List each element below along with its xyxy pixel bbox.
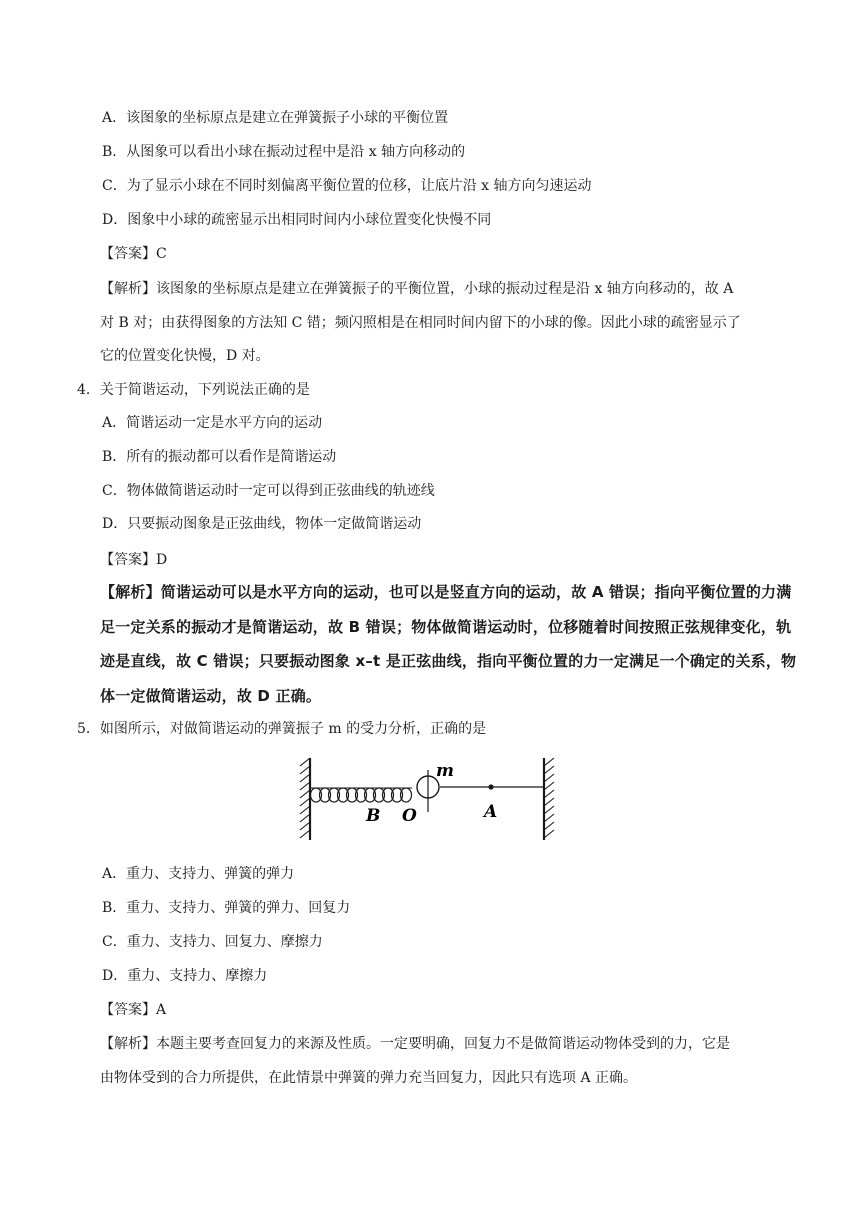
spring-oscillator-diagram xyxy=(296,754,560,846)
q5-analysis-line-1: 【解析】本题主要考查回复力的来源及性质。一定要明确，回复力不是做简谐运动物体受到的力，它是 xyxy=(100,1036,730,1052)
q4-option-c: C．物体做简谐运动时一定可以得到正弦曲线的轨迹线 xyxy=(102,483,435,499)
label-a: A xyxy=(484,802,498,822)
q5-analysis-line-2: 由物体受到的合力所提供，在此情景中弹簧的弹力充当回复力，因此只有选项 A 正确。 xyxy=(100,1070,638,1086)
label-o: O xyxy=(402,806,417,826)
q4-option-a: A．简谐运动一定是水平方向的运动 xyxy=(102,415,323,431)
q5-option-c: C．重力、支持力、回复力、摩擦力 xyxy=(102,934,323,950)
q5-option-b: B．重力、支持力、弹簧的弹力、回复力 xyxy=(102,900,351,916)
q5-option-d: D．重力、支持力、摩擦力 xyxy=(102,968,268,984)
q4-analysis-line-1: 【解析】简谐运动可以是水平方向的运动，也可以是竖直方向的运动，故 A 错误；指向平衡位置的力满 xyxy=(100,583,792,601)
q3-option-d: D．图象中小球的疏密显示出相同时间内小球位置变化快慢不同 xyxy=(102,212,492,228)
q5-option-a: A．重力、支持力、弹簧的弹力 xyxy=(102,866,295,882)
q3-analysis-line-3: 它的位置变化快慢，D 对。 xyxy=(100,348,270,364)
q3-option-a: A．该图象的坐标原点是建立在弹簧振子小球的平衡位置 xyxy=(102,110,449,126)
label-m: m xyxy=(436,761,454,781)
q5-stem: 5．如图所示，对做简谐运动的弹簧振子 m 的受力分析，正确的是 xyxy=(77,721,487,737)
q4-answer: 【答案】D xyxy=(100,552,168,568)
q4-option-d: D．只要振动图象是正弦曲线，物体一定做简谐运动 xyxy=(102,516,422,532)
q4-analysis-line-3: 迹是直线，故 C 错误；只要振动图象 x–t 是正弦曲线，指向平衡位置的力一定满足一个确定的关系，物 xyxy=(100,652,797,670)
q3-option-c: C．为了显示小球在不同时刻偏离平衡位置的位移，让底片沿 x 轴方向匀速运动 xyxy=(102,178,592,194)
q3-option-b: B．从图象可以看出小球在振动过程中是沿 x 轴方向移动的 xyxy=(102,144,466,160)
label-b: B xyxy=(366,806,381,826)
q4-stem: 4．关于简谐运动，下列说法正确的是 xyxy=(77,382,310,398)
q4-analysis-line-4: 体一定做简谐运动，故 D 正确。 xyxy=(100,687,322,705)
q5-answer: 【答案】A xyxy=(100,1002,167,1018)
q3-analysis-line-1: 【解析】该图象的坐标原点是建立在弹簧振子的平衡位置，小球的振动过程是沿 x 轴方向移动的，故 A xyxy=(100,281,734,297)
point-a-dot xyxy=(488,784,493,789)
q3-analysis-line-2: 对 B 对；由获得图象的方法知 C 错；频闪照相是在相同时间内留下的小球的像。因此小球的疏密显示了 xyxy=(100,315,741,331)
spring-oscillator-figure xyxy=(296,754,560,846)
q4-option-b: B．所有的振动都可以看作是简谐运动 xyxy=(102,449,337,465)
q3-answer: 【答案】C xyxy=(100,246,167,262)
spring xyxy=(311,788,412,802)
q4-analysis-line-2: 足一定关系的振动才是简谐运动，故 B 错误；物体做简谐运动时，位移随着时间按照正弦规律变化，轨 xyxy=(100,618,792,636)
